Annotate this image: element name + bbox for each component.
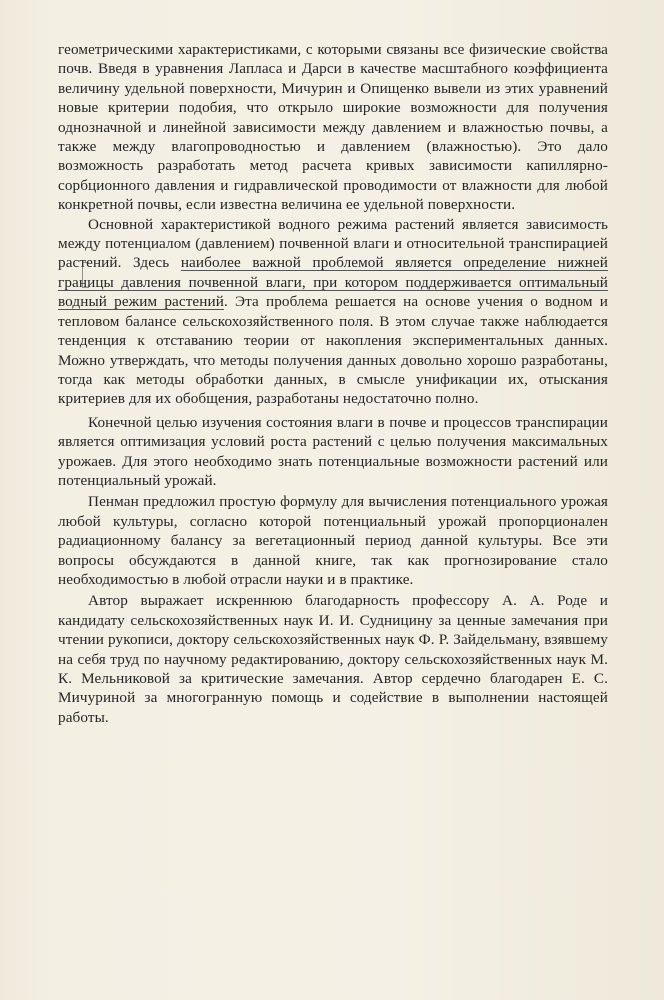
paragraph-2-underlined-phrase: наиболее важной проблемой является определение нижней границы давления почвенной влаги, при котором поддерживается оптимальный водный режим растений: [58, 254, 608, 311]
paragraph-5: [58, 591, 608, 727]
paragraph-1-text: геометрическими характеристиками, с которыми связаны все физические свойства почв. Введя в уравнения Лапласа и Дарси в качестве масштабного коэффициента величину удельной поверхности, Мичурин и Опищенко вывели из этих уравнений новые критерии подобия, что открыло широкие возможности для получения однозначной и линейной зависимости между давлением и влажностью почвы, а также между влагопроводностью и давлением (влажностью). Это дало возможность разработать метод расчета кривых зависимости капиллярно-сорбционного давления и гидравлической проводимости от влажности для любой конкретной почвы, если известна величина ее удельной поверхности.: [58, 41, 608, 214]
paragraph-3-text: Конечной целью изучения состояния влаги в почве и процессов транспирации является оптимизация условий роста растений с целью получения максимальных урожаев. Для этого необходимо знать потенциальные возможности растений или потенциальный урожай.: [58, 413, 608, 489]
paragraph-2-text-end: . Эта проблема решается на основе учения о водном и тепловом балансе сельскохозяйственного поля. В этом случае также наблюдается тенденция к отставанию теории от накопления экспериментальных данных. Можно утверждать, что методы получения данных довольно хорошо разработаны, тогда как методы обработки данных, в смысле унификации их, отыскания критериев для их обобщения, разработаны недостаточно полно.: [58, 293, 608, 408]
paragraph-4-text: Пенман предложил простую формулу для вычисления потенциального урожая любой культуры, согласно которой потенциальный урожай пропорционален радиационному балансу за вегетационный период данной культуры. Все эти вопросы обсуждаются в данной книге, так как прогнозирование стало необходимостью в любой отрасли науки и в практике.: [58, 493, 608, 588]
paragraph-4: [58, 492, 608, 589]
paragraph-3: [58, 413, 608, 491]
paragraph-2: [58, 215, 608, 409]
paragraph-1: [58, 40, 608, 215]
paragraph-5-text: Автор выражает искреннюю благодарность профессору А. А. Роде и кандидату сельскохозяйственных наук И. И. Судницину за ценные замечания при чтении рукописи, доктору сельскохозяйственных наук Ф. Р. Зайдельману, взявшему на себя труд по научному редактированию, доктору сельскохозяйственных наук М. К. Мельниковой за критические замечания. Автор сердечно благодарен Е. С. Мичуриной за многогранную помощь и содействие в выполнении настоящей работы.: [58, 592, 608, 726]
paragraph-2-text-start: Основной характеристикой водного режима растений является зависимость между потенциалом (давлением) почвенной влаги и относительной транспирацией растений. Здесь: [58, 215, 608, 272]
body-text: [58, 40, 608, 727]
